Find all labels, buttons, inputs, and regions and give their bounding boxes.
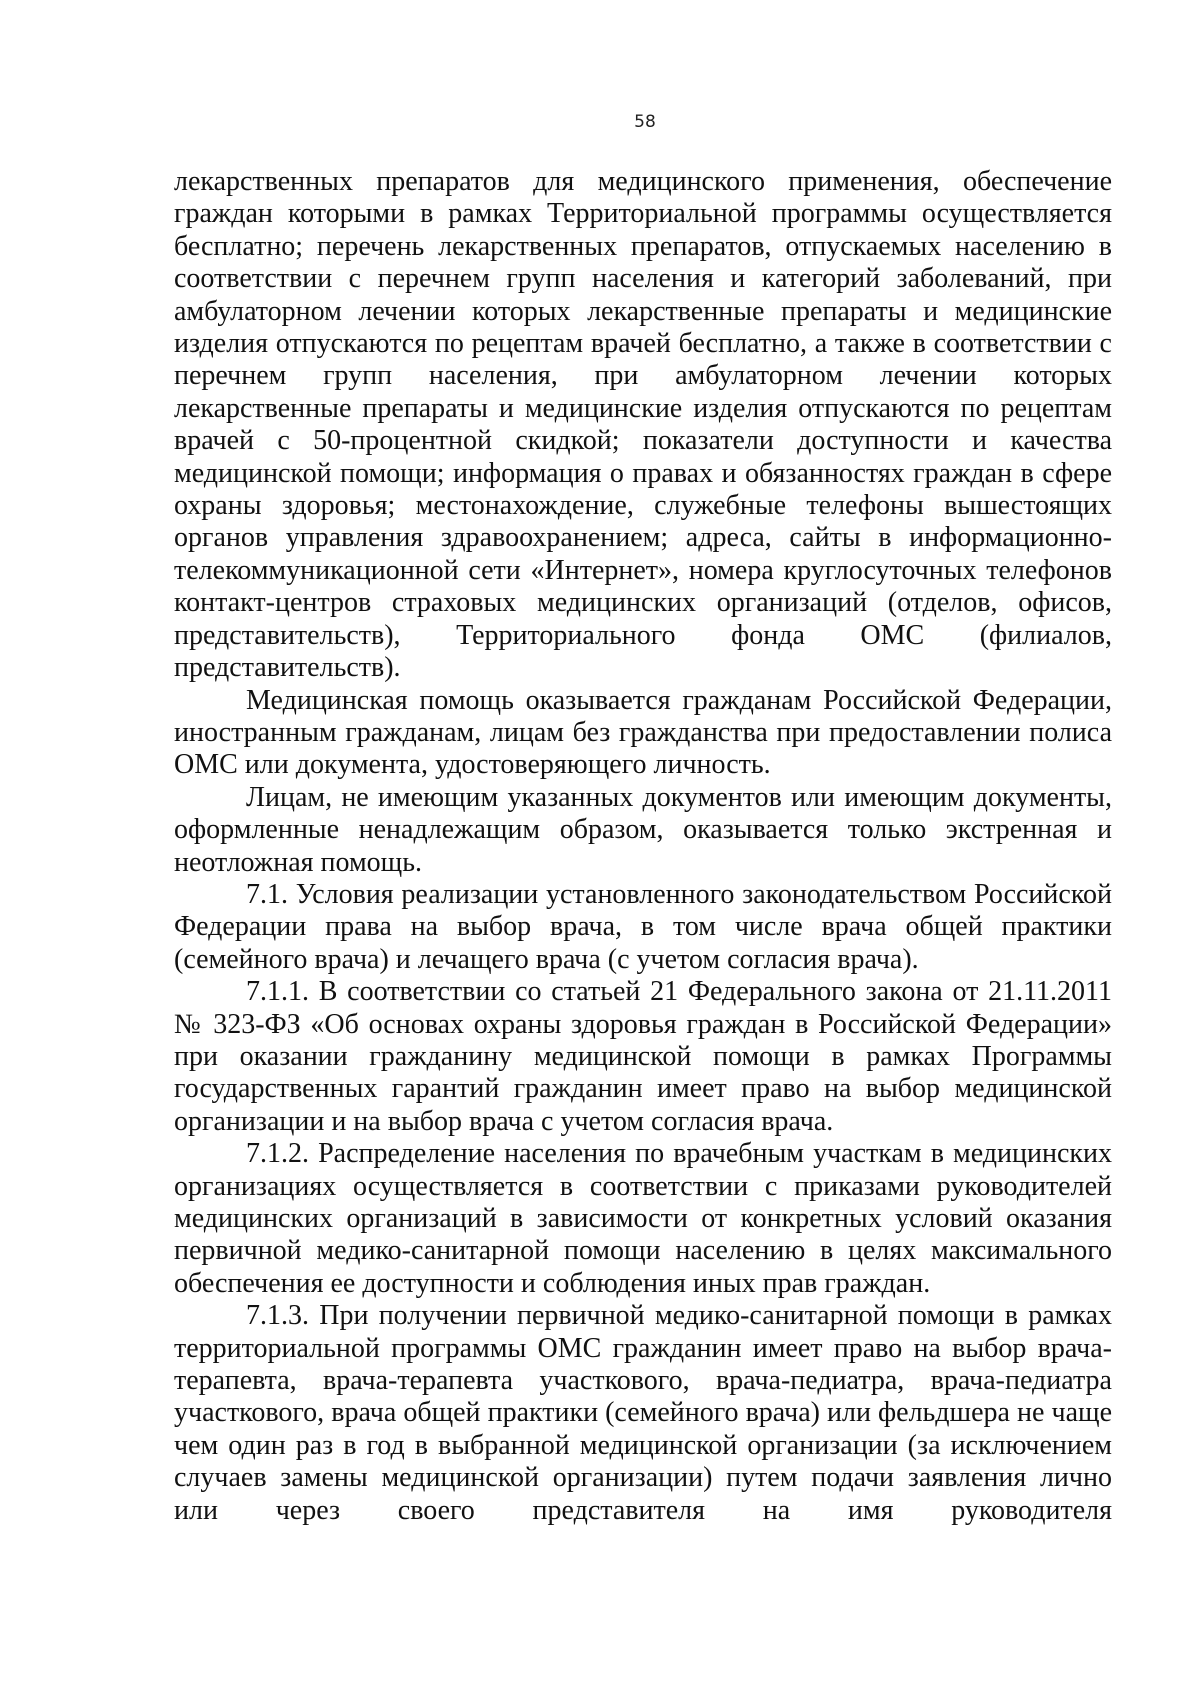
paragraph-section-7-1-2: 7.1.2. Распределение населения по врачебным участкам в медицинских организациях осуществляется в соответствии с приказами руководителей медицинских организаций в зависимости от конкретных условий оказания первичной медико-санитарной помощи населению в целях максимального обеспечения ее доступности и соблюдения иных прав граждан.: [174, 1138, 1112, 1299]
paragraph-medicines-list: лекарственных препаратов для медицинского применения, обеспечение граждан которыми в рамках Территориальной программы осуществляется бесплатно; перечень лекарственных препаратов, отпускаемых населению в соответствии с перечнем групп населения и категорий заболеваний, при амбулаторном лечении которых лекарственные препараты и медицинские изделия отпускаются по рецептам врачей бесплатно, а также в соответствии с перечнем групп населения, при амбулаторном лечении которых лекарственные препараты и медицинские изделия отпускаются по рецептам врачей с 50-процентной скидкой; показатели доступности и качества медицинской помощи; информация о правах и обязанностях граждан в сфере охраны здоровья; местонахождение, служебные телефоны вышестоящих органов управления здравоохранением; адреса, сайты в информационно-телекоммуникационной сети «Интернет», номера круглосуточных телефонов контакт-центров страховых медицинских организаций (отделов, офисов, представительств), Территориального фонда ОМС (филиалов, представительств).: [174, 166, 1112, 684]
paragraph-medical-care-provision: Медицинская помощь оказывается гражданам Российской Федерации, иностранным гражданам, лицам без гражданства при предоставлении полиса ОМС или документа, удостоверяющего личность.: [174, 684, 1112, 781]
paragraph-section-7-1-3: 7.1.3. При получении первичной медико-санитарной помощи в рамках территориальной программы ОМС гражданин имеет право на выбор врача-терапевта, врача-терапевта участкового, врача-педиатра, врача-педиатра участкового, врача общей практики (семейного врача) или фельдшера не чаще чем один раз в год в выбранной медицинской организации (за исключением случаев замены медицинской организации) путем подачи заявления лично или через своего представителя на имя руководителя: [174, 1300, 1112, 1526]
document-body: [174, 166, 1112, 1527]
page-number: 58: [634, 112, 656, 132]
paragraph-section-7-1-1: 7.1.1. В соответствии со статьей 21 Федерального закона от 21.11.2011 № 323-ФЗ «Об основах охраны здоровья граждан в Российской Федерации» при оказании гражданину медицинской помощи в рамках Программы государственных гарантий гражданин имеет право на выбор медицинской организации и на выбор врача с учетом согласия врача.: [174, 976, 1112, 1137]
paragraph-section-7-1: 7.1. Условия реализации установленного законодательством Российской Федерации права на выбор врача, в том числе врача общей практики (семейного врача) и лечащего врача (с учетом согласия врача).: [174, 878, 1112, 975]
paragraph-emergency-care: Лицам, не имеющим указанных документов или имеющим документы, оформленные ненадлежащим образом, оказывается только экстренная и неотложная помощь.: [174, 781, 1112, 878]
